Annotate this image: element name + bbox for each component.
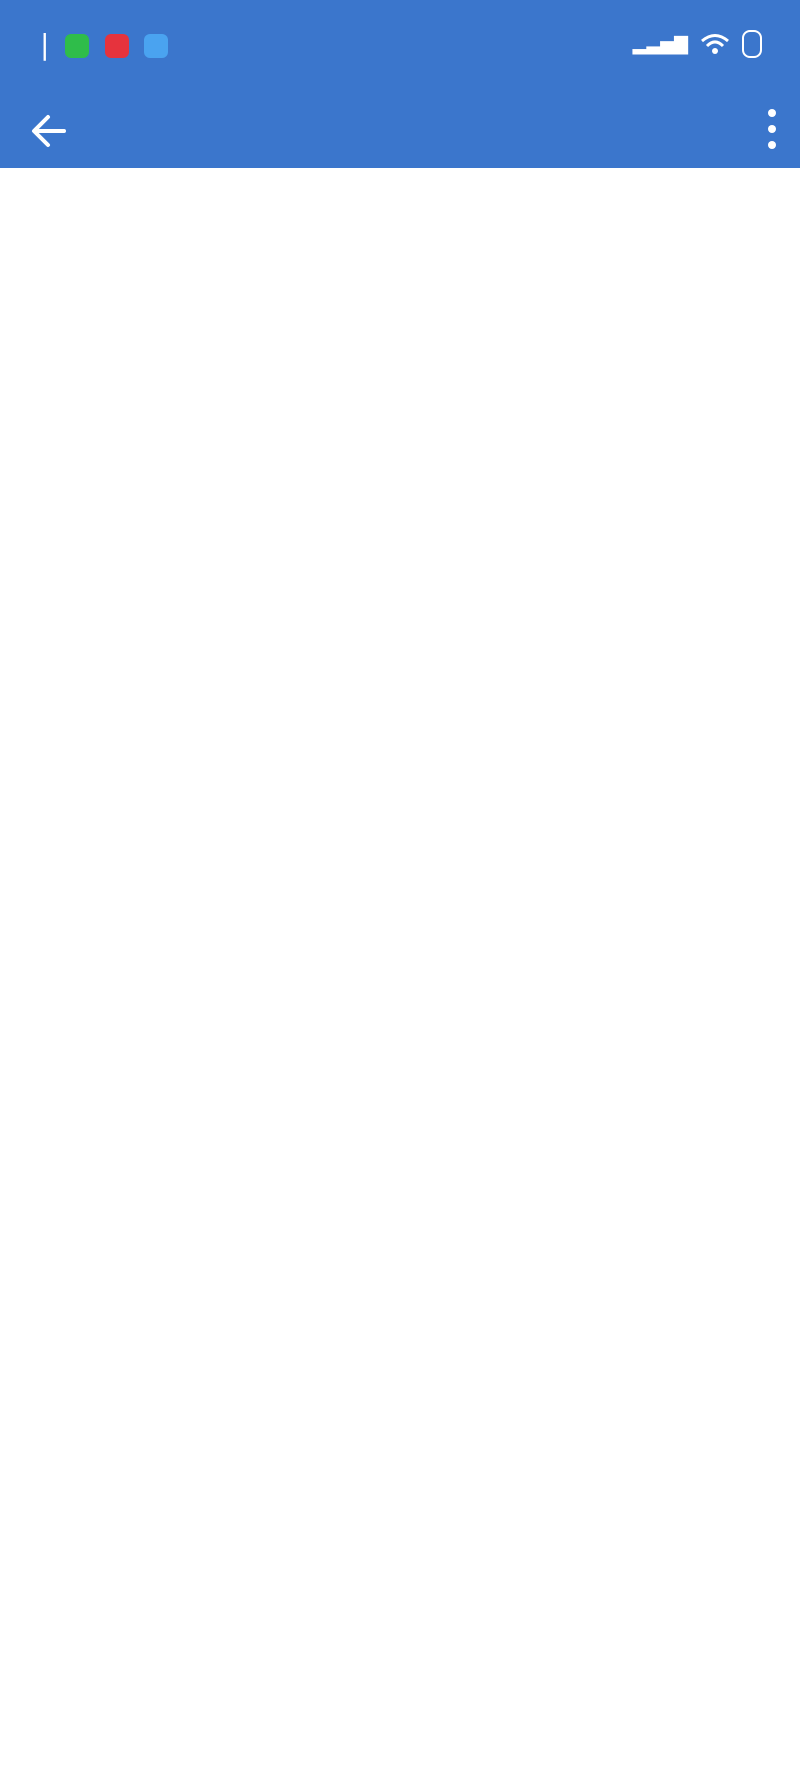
wechat-icon [65, 34, 89, 58]
app-bar [0, 95, 800, 168]
wifi-icon [700, 33, 730, 55]
status-time-group: | [40, 28, 168, 61]
cloud-app-icon [144, 34, 168, 58]
status-bar [0, 0, 800, 95]
battery-icon [742, 30, 762, 58]
more-options-icon[interactable] [758, 99, 786, 159]
xiaohongshu-icon [105, 34, 129, 58]
signal-icon: ▂▃▅▇ [632, 33, 688, 55]
back-arrow-icon[interactable] [24, 103, 80, 159]
status-indicators [633, 30, 762, 58]
